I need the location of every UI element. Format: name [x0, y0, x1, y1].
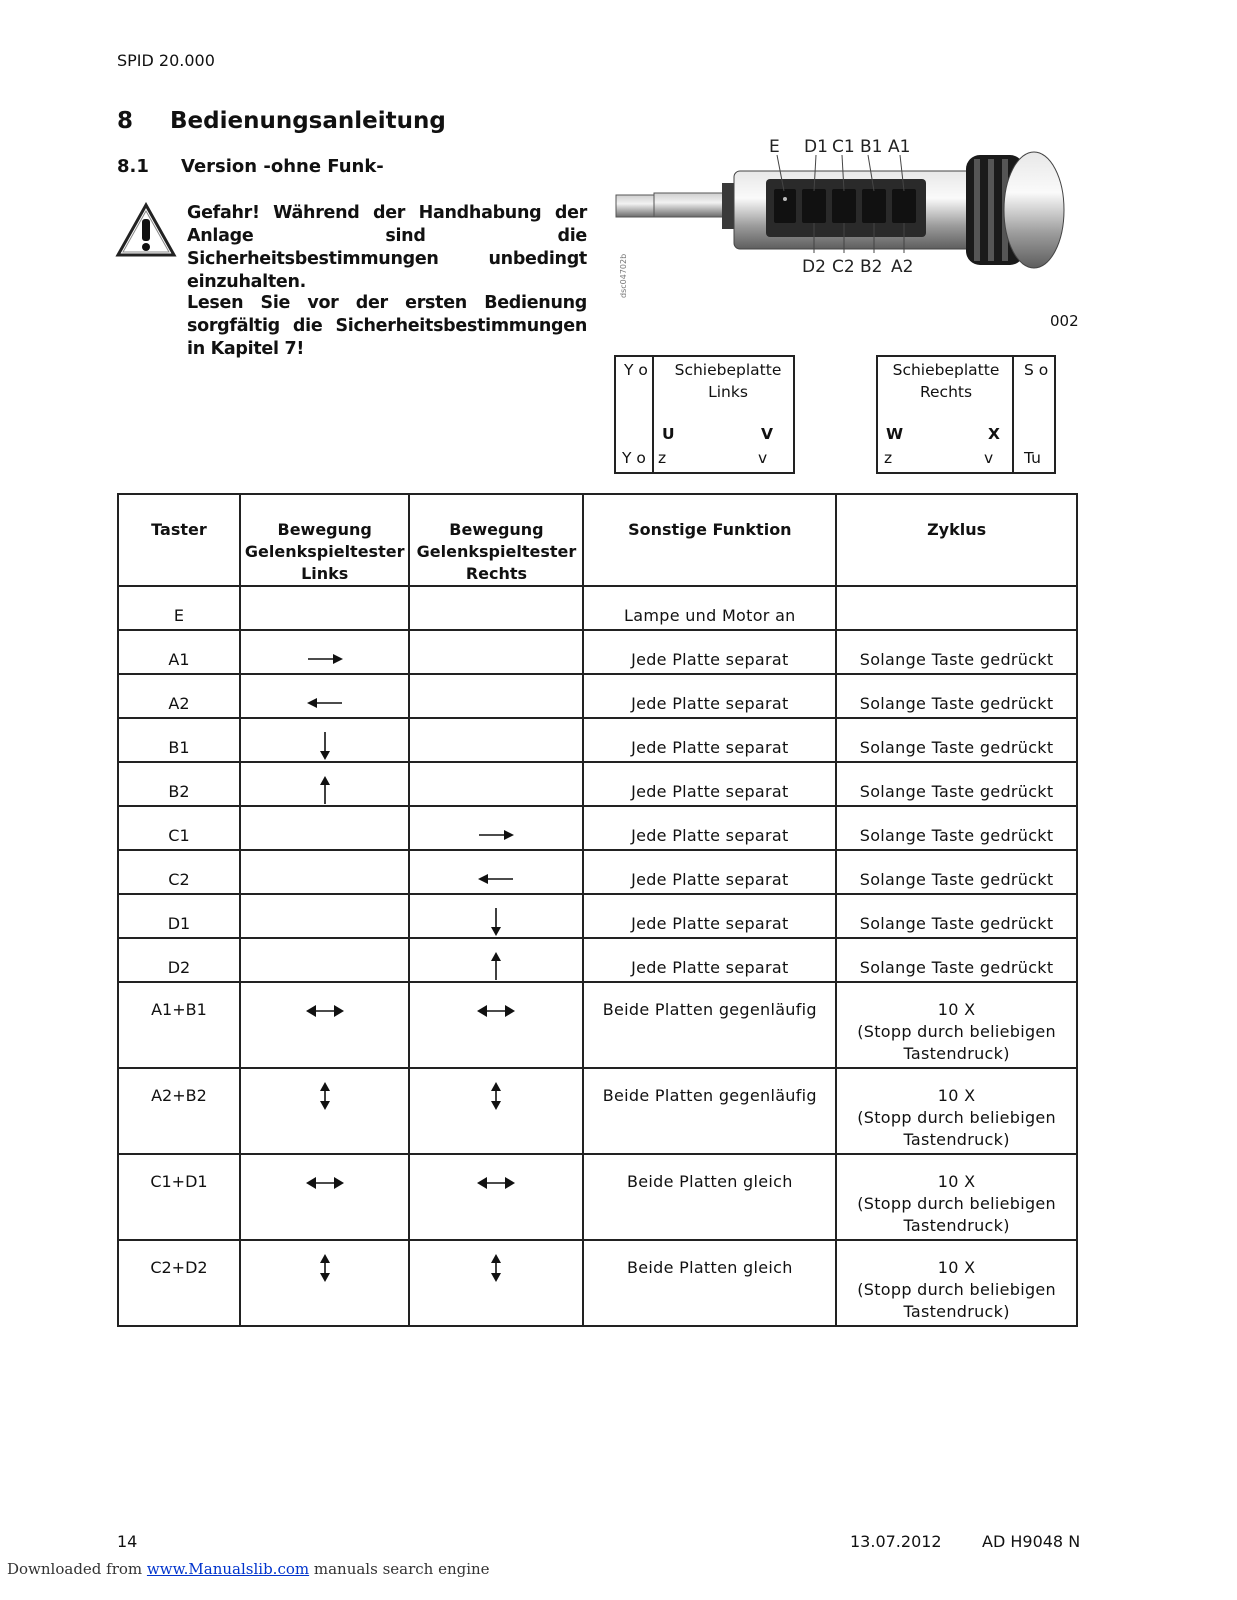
photo-label-a2: A2: [891, 257, 914, 277]
table-row: [118, 850, 1077, 894]
arrow-down-icon: [317, 731, 333, 761]
cell-bewegung-rechts: [409, 630, 583, 674]
photo-label-c2: C2: [832, 257, 855, 277]
photo-label-b2: B2: [860, 257, 883, 277]
plate-right-title: Schiebeplatte: [892, 361, 1000, 379]
arrow-left-icon: [305, 691, 345, 715]
cell-bewegung-links: [240, 1240, 410, 1326]
zyklus-line: Tastendruck): [903, 1302, 1010, 1321]
photo-label-c1: C1: [832, 137, 855, 157]
cell-bewegung-rechts: [409, 674, 583, 718]
cell-bewegung-rechts: [409, 938, 583, 982]
cell-zyklus: [836, 982, 1077, 1068]
cell-bewegung-links: [240, 630, 410, 674]
cell-taster: A2: [118, 674, 240, 718]
cell-zyklus: Solange Taste gedrückt: [836, 762, 1077, 806]
zyklus-line: Tastendruck): [903, 1130, 1010, 1149]
cell-zyklus: Solange Taste gedrückt: [836, 718, 1077, 762]
cell-bewegung-rechts: [409, 982, 583, 1068]
plate-right-sub-v: v: [984, 449, 994, 467]
section-number: 8: [117, 108, 134, 134]
header-bewegung-rechts: [409, 494, 583, 586]
cell-funktion: Jede Platte separat: [583, 894, 836, 938]
cell-taster: C1+D1: [118, 1154, 240, 1240]
plate-left-dir-v: V: [761, 425, 773, 443]
cell-zyklus: Solange Taste gedrückt: [836, 850, 1077, 894]
plate-left-subtitle: Links: [708, 383, 748, 401]
cell-taster: D2: [118, 938, 240, 982]
section-title: Bedienungsanleitung: [170, 108, 446, 134]
cell-funktion: Jede Platte separat: [583, 850, 836, 894]
table-row: [118, 630, 1077, 674]
zyklus-line: 10 X: [937, 1258, 976, 1277]
arrow-down-icon: [488, 907, 504, 937]
header-zyklus: Zyklus: [836, 494, 1077, 586]
cell-bewegung-rechts: [409, 806, 583, 850]
warning-text: Gefahr! Während der Handhabung der Anlage sind die Sicherheitsbestimmungen unbedingt einzuhalten.: [187, 203, 587, 292]
cell-funktion: Jede Platte separat: [583, 674, 836, 718]
handheld-control-photo: [614, 133, 1074, 308]
cell-bewegung-links: [240, 762, 410, 806]
header-links-line3: Links: [301, 564, 349, 583]
arrow-up-icon: [488, 951, 504, 981]
plate-right-dir-w: W: [886, 425, 904, 443]
cell-bewegung-links: [240, 1154, 410, 1240]
photo-label-b1: B1: [860, 137, 883, 157]
cell-bewegung-links: [240, 718, 410, 762]
arrow-right-icon: [305, 647, 345, 671]
cell-taster: A1+B1: [118, 982, 240, 1068]
table-row: [118, 982, 1077, 1068]
cell-funktion: Jede Platte separat: [583, 718, 836, 762]
photo-number: 002: [1050, 312, 1079, 330]
plate-right-side-top: S o: [1024, 361, 1049, 379]
cell-zyklus: Solange Taste gedrückt: [836, 630, 1077, 674]
cell-zyklus: [836, 1240, 1077, 1326]
subsection-title: Version -ohne Funk-: [181, 156, 384, 177]
zyklus-line: (Stopp durch beliebigen: [857, 1108, 1056, 1127]
download-suffix: manuals search engine: [309, 1560, 490, 1578]
arrow-vertical-icon: [317, 1253, 333, 1283]
header-links-line1: Bewegung: [277, 520, 372, 539]
header-bewegung-links: [240, 494, 410, 586]
cell-bewegung-rechts: [409, 1068, 583, 1154]
arrow-vertical-icon: [488, 1081, 504, 1111]
safety-notice-text: Lesen Sie vor der ersten Bedienung sorgfältig die Sicherheitsbestimmungen in Kapitel 7!: [187, 293, 587, 359]
zyklus-line: 10 X: [937, 1086, 976, 1105]
plate-right-sub-z: z: [884, 449, 893, 467]
subsection-number: 8.1: [117, 156, 149, 177]
cell-bewegung-links: [240, 586, 410, 630]
table-row: [118, 718, 1077, 762]
cell-zyklus: [836, 586, 1077, 630]
cell-bewegung-links: [240, 938, 410, 982]
cell-zyklus: [836, 1068, 1077, 1154]
plate-left-sub-v: v: [758, 449, 768, 467]
header-rechts-line3: Rechts: [465, 564, 528, 583]
arrow-horizontal-icon: [476, 1171, 516, 1195]
cell-funktion: Beide Platten gegenläufig: [583, 1068, 836, 1154]
cell-taster: A1: [118, 630, 240, 674]
button-function-table: [117, 493, 1078, 1327]
cell-bewegung-rechts: [409, 1240, 583, 1326]
photo-code: dsc04702b: [619, 253, 628, 298]
download-prefix: Downloaded from: [7, 1560, 147, 1578]
cell-funktion: Jede Platte separat: [583, 762, 836, 806]
cell-taster: C1: [118, 806, 240, 850]
cell-funktion: Beide Platten gleich: [583, 1154, 836, 1240]
cell-taster: C2: [118, 850, 240, 894]
photo-label-d2: D2: [802, 257, 826, 277]
table-row: [118, 762, 1077, 806]
cell-taster: E: [118, 586, 240, 630]
cell-zyklus: Solange Taste gedrückt: [836, 894, 1077, 938]
header-rechts-line2: Gelenkspieltester: [416, 542, 577, 561]
cell-zyklus: Solange Taste gedrückt: [836, 674, 1077, 718]
cell-bewegung-rechts: [409, 586, 583, 630]
arrow-up-icon: [317, 775, 333, 805]
zyklus-line: (Stopp durch beliebigen: [857, 1194, 1056, 1213]
plate-right-side-bottom: Tu: [1024, 449, 1041, 467]
table-row: [118, 1240, 1077, 1326]
cell-bewegung-rechts: [409, 762, 583, 806]
header-sonstige-funktion: Sonstige Funktion: [583, 494, 836, 586]
plate-left-sub-z: z: [658, 449, 667, 467]
photo-label-a1: A1: [888, 137, 911, 157]
cell-funktion: Jede Platte separat: [583, 806, 836, 850]
footer-date: 13.07.2012: [850, 1532, 942, 1551]
cell-funktion: Beide Platten gegenläufig: [583, 982, 836, 1068]
cell-taster: A2+B2: [118, 1068, 240, 1154]
manualslib-link[interactable]: www.Manualslib.com: [146, 1560, 310, 1578]
table-row: [118, 938, 1077, 982]
zyklus-line: (Stopp durch beliebigen: [857, 1280, 1056, 1299]
table-row: [118, 1068, 1077, 1154]
cell-taster: D1: [118, 894, 240, 938]
table-row: [118, 894, 1077, 938]
cell-bewegung-links: [240, 806, 410, 850]
arrow-right-icon: [476, 823, 516, 847]
cell-bewegung-links: [240, 674, 410, 718]
cell-funktion: Jede Platte separat: [583, 630, 836, 674]
table-row: [118, 806, 1077, 850]
cell-zyklus: Solange Taste gedrückt: [836, 938, 1077, 982]
zyklus-line: 10 X: [937, 1172, 976, 1191]
header-links-line2: Gelenkspieltester: [244, 542, 405, 561]
arrow-horizontal-icon: [305, 1171, 345, 1195]
plate-right-diagram: [876, 355, 1056, 474]
cell-bewegung-links: [240, 894, 410, 938]
table-row: [118, 674, 1077, 718]
cell-bewegung-links: [240, 850, 410, 894]
header-rechts-line1: Bewegung: [449, 520, 544, 539]
plate-left-dir-u: U: [662, 425, 675, 443]
arrow-left-icon: [476, 867, 516, 891]
document-id: SPID 20.000: [117, 51, 215, 70]
photo-label-d1: D1: [804, 137, 828, 157]
cell-bewegung-links: [240, 1068, 410, 1154]
plate-left-diagram: [614, 355, 795, 474]
cell-zyklus: [836, 1154, 1077, 1240]
cell-funktion: Beide Platten gleich: [583, 1240, 836, 1326]
zyklus-line: Tastendruck): [903, 1044, 1010, 1063]
cell-bewegung-rechts: [409, 718, 583, 762]
zyklus-line: (Stopp durch beliebigen: [857, 1022, 1056, 1041]
zyklus-line: 10 X: [937, 1000, 976, 1019]
cell-taster: C2+D2: [118, 1240, 240, 1326]
cell-bewegung-rechts: [409, 1154, 583, 1240]
table-row: [118, 586, 1077, 630]
arrow-horizontal-icon: [476, 999, 516, 1023]
warning-triangle-icon: [115, 202, 177, 258]
cell-taster: B1: [118, 718, 240, 762]
cell-bewegung-rechts: [409, 850, 583, 894]
plate-right-subtitle: Rechts: [919, 383, 973, 401]
arrow-horizontal-icon: [305, 999, 345, 1023]
arrow-vertical-icon: [317, 1081, 333, 1111]
plate-right-dir-x: X: [988, 425, 1000, 443]
cell-bewegung-rechts: [409, 894, 583, 938]
page-number: 14: [117, 1532, 138, 1551]
cell-zyklus: Solange Taste gedrückt: [836, 806, 1077, 850]
photo-label-e: E: [769, 137, 780, 157]
footer-docref: AD H9048 N: [982, 1532, 1081, 1551]
plate-left-title: Schiebeplatte: [674, 361, 782, 379]
header-taster: Taster: [118, 494, 240, 586]
cell-bewegung-links: [240, 982, 410, 1068]
table-row: [118, 1154, 1077, 1240]
cell-taster: B2: [118, 762, 240, 806]
arrow-vertical-icon: [488, 1253, 504, 1283]
download-notice: [7, 1560, 490, 1578]
cell-funktion: Lampe und Motor an: [583, 586, 836, 630]
plate-left-side-top: Y o: [624, 361, 648, 379]
plate-left-side-bottom: Y o: [622, 449, 646, 467]
cell-funktion: Jede Platte separat: [583, 938, 836, 982]
zyklus-line: Tastendruck): [903, 1216, 1010, 1235]
